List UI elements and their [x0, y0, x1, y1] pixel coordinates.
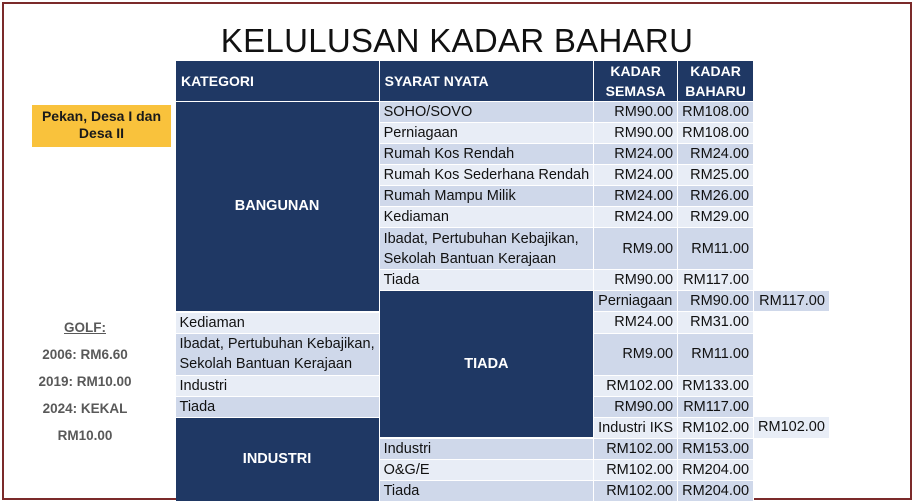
kadar-semasa-cell: RM102.00: [594, 460, 678, 481]
area-label: Pekan, Desa I dan Desa II: [32, 105, 171, 147]
golf-line: 2006: RM6.60: [42, 347, 128, 362]
header-kadar-semasa-line1: KADAR: [610, 63, 661, 79]
header-kadar-semasa-line2: SEMASA: [605, 83, 666, 99]
header-kategori: KATEGORI: [176, 61, 380, 102]
syarat-cell: Industri: [379, 438, 594, 460]
syarat-cell: [176, 333, 380, 375]
syarat-cell: Perniagaan: [594, 291, 678, 312]
header-syarat-nyata: SYARAT NYATA: [379, 61, 594, 102]
header-kadar-baharu-line1: KADAR: [690, 63, 741, 79]
kadar-semasa-cell: RM24.00: [594, 165, 678, 186]
kadar-baharu-cell: RM204.00: [678, 481, 754, 502]
golf-line: 2019: RM10.00: [38, 374, 132, 389]
kadar-semasa-cell: RM102.00: [678, 417, 754, 438]
table-header-row: [176, 61, 830, 102]
kadar-baharu-cell: RM102.00: [754, 417, 830, 438]
category-cell: INDUSTRI: [176, 417, 380, 502]
kadar-semasa-cell: RM90.00: [594, 396, 678, 417]
kadar-baharu-cell: RM11.00: [678, 228, 754, 270]
kadar-semasa-cell: RM24.00: [594, 312, 678, 334]
golf-line: RM10.00: [57, 428, 113, 443]
kadar-semasa-cell: RM90.00: [594, 270, 678, 291]
kadar-semasa-cell: RM9.00: [594, 333, 678, 375]
header-kadar-baharu: [678, 61, 754, 102]
golf-rates: [26, 314, 144, 449]
kadar-baharu-cell: RM25.00: [678, 165, 754, 186]
syarat-line: Ibadat, Pertubuhan Kebajikan,: [383, 230, 579, 247]
syarat-cell: Tiada: [379, 481, 594, 502]
syarat-cell: Rumah Kos Rendah: [379, 144, 594, 165]
kadar-semasa-cell: RM24.00: [594, 144, 678, 165]
syarat-cell: Kediaman: [176, 312, 380, 334]
syarat-cell: O&G/E: [379, 460, 594, 481]
category-cell: TIADA: [379, 291, 594, 439]
kadar-baharu-cell: RM133.00: [678, 375, 754, 396]
rates-table: [175, 60, 830, 503]
syarat-cell: Rumah Kos Sederhana Rendah: [379, 165, 594, 186]
kadar-baharu-cell: RM117.00: [754, 291, 830, 312]
kadar-baharu-cell: RM153.00: [678, 438, 754, 460]
syarat-line: Ibadat, Pertubuhan Kebajikan,: [179, 336, 375, 352]
kadar-baharu-cell: RM31.00: [678, 312, 754, 334]
header-kadar-baharu-line2: BAHARU: [685, 83, 746, 99]
kadar-semasa-cell: RM24.00: [594, 207, 678, 228]
kadar-baharu-cell: RM26.00: [678, 186, 754, 207]
syarat-cell: [379, 228, 594, 270]
kadar-baharu-cell: RM204.00: [678, 460, 754, 481]
category-cell: BANGUNAN: [176, 102, 380, 312]
syarat-cell: Tiada: [176, 396, 380, 417]
kadar-baharu-cell: RM108.00: [678, 102, 754, 123]
kadar-baharu-cell: RM29.00: [678, 207, 754, 228]
kadar-semasa-cell: RM90.00: [594, 102, 678, 123]
kadar-baharu-cell: RM117.00: [678, 396, 754, 417]
kadar-semasa-cell: RM90.00: [594, 123, 678, 144]
syarat-cell: Industri IKS: [594, 417, 678, 438]
kadar-semasa-cell: RM90.00: [678, 291, 754, 312]
kadar-semasa-cell: RM102.00: [594, 375, 678, 396]
kadar-semasa-cell: RM24.00: [594, 186, 678, 207]
table-row: [176, 102, 830, 123]
header-kadar-semasa: [594, 61, 678, 102]
kadar-baharu-cell: RM11.00: [678, 333, 754, 375]
syarat-line: Sekolah Bantuan Kerajaan: [383, 250, 557, 267]
syarat-cell: Kediaman: [379, 207, 594, 228]
golf-heading: GOLF:: [64, 320, 106, 335]
kadar-semasa-cell: RM9.00: [594, 228, 678, 270]
page-title: KELULUSAN KADAR BAHARU: [220, 22, 694, 59]
kadar-semasa-cell: RM102.00: [594, 481, 678, 502]
syarat-cell: Industri: [176, 375, 380, 396]
syarat-cell: Rumah Mampu Milik: [379, 186, 594, 207]
kadar-baharu-cell: RM117.00: [678, 270, 754, 291]
kadar-baharu-cell: RM108.00: [678, 123, 754, 144]
syarat-cell: Tiada: [379, 270, 594, 291]
syarat-cell: Perniagaan: [379, 123, 594, 144]
golf-line: 2024: KEKAL: [42, 401, 128, 416]
kadar-semasa-cell: RM102.00: [594, 438, 678, 460]
kadar-baharu-cell: RM24.00: [678, 144, 754, 165]
syarat-cell: SOHO/SOVO: [379, 102, 594, 123]
syarat-line: Sekolah Bantuan Kerajaan: [179, 356, 353, 372]
